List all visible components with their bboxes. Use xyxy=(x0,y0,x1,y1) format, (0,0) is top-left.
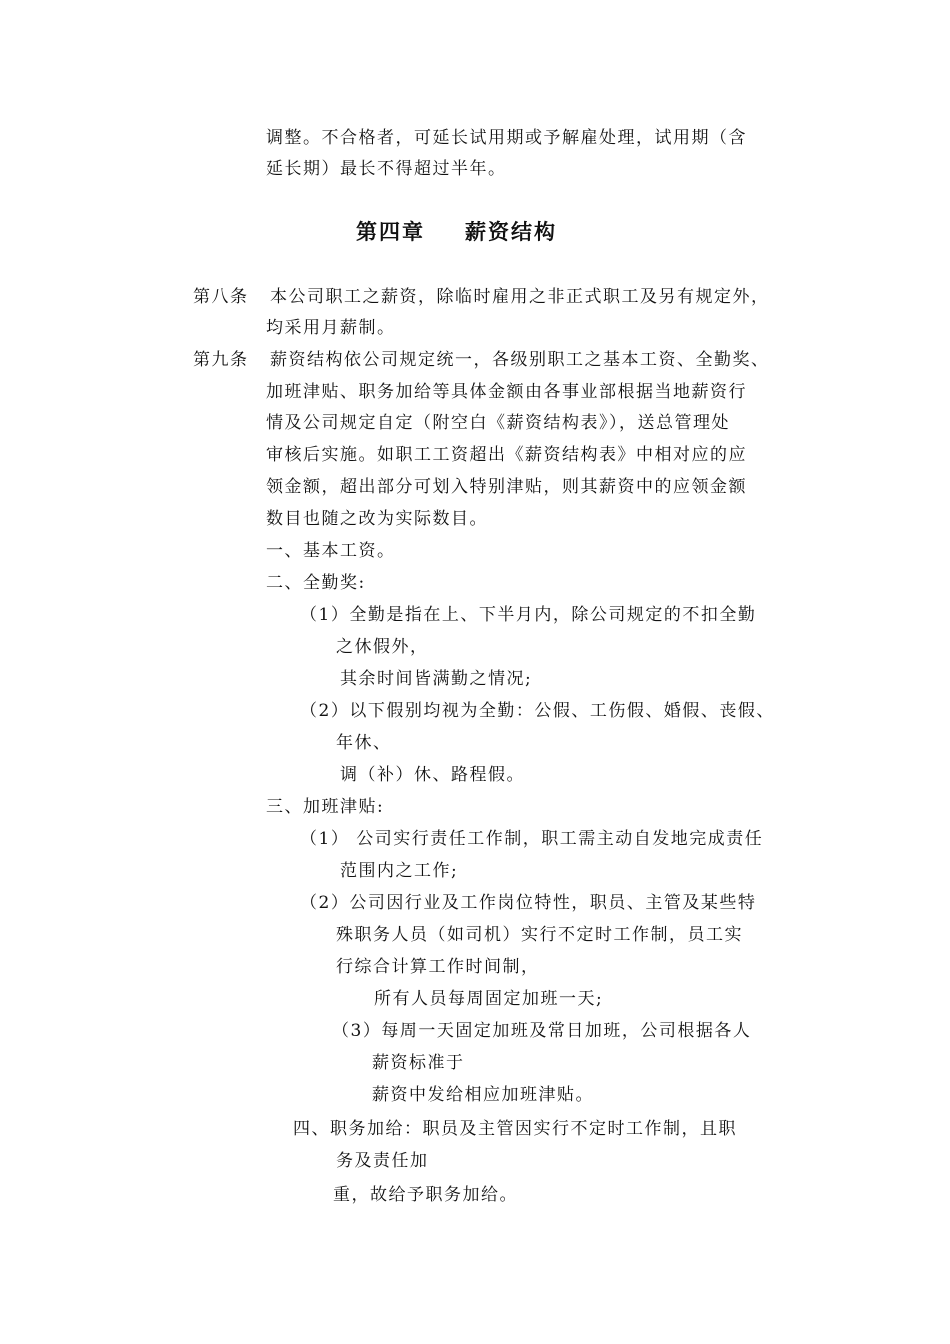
article-9-line: 审核后实施。如职工工资超出《薪资结构表》中相对应的应 xyxy=(266,445,747,465)
article-9-line: 薪资结构依公司规定统一，各级别职工之基本工资、全勤奖、 xyxy=(270,350,770,370)
attendance-sub-1-line: （1）全勤是指在上、下半月内，除公司规定的不扣全勤 xyxy=(300,605,757,625)
overtime-sub-2-line: 行综合计算工作时间制， xyxy=(336,957,540,977)
article-9-line: 领金额，超出部分可划入特别津贴，则其薪资中的应领金额 xyxy=(266,477,747,497)
item-overtime-allowance: 三、加班津贴: xyxy=(266,797,385,817)
overtime-sub-3-line: 薪资中发给相应加班津贴。 xyxy=(372,1085,594,1105)
article-9-line: 加班津贴、职务加给等具体金额由各事业部根据当地薪资行 xyxy=(266,382,747,402)
overtime-sub-3-line: 薪资标准于 xyxy=(372,1053,465,1073)
attendance-sub-2-line: （2）以下假别均视为全勤：公假、工伤假、婚假、丧假、 xyxy=(300,701,775,721)
item-attendance-bonus: 二、全勤奖: xyxy=(266,573,366,593)
overtime-sub-2-line: 殊职务人员（如司机）实行不定时工作制，员工实 xyxy=(336,925,743,945)
chapter-number: 第四章 xyxy=(356,220,425,244)
article-8-label: 第八条 xyxy=(193,287,249,307)
attendance-sub-1-line: 之休假外， xyxy=(336,637,429,657)
chapter-heading xyxy=(356,218,557,246)
item-basic-salary: 一、基本工资。 xyxy=(266,541,396,561)
overtime-sub-3-line: （3）每周一天固定加班及常日加班，公司根据各人 xyxy=(332,1021,752,1041)
item-position-allowance-line: 四、职务加给：职员及主管因实行不定时工作制，且职 xyxy=(293,1119,737,1139)
article-9-line: 数目也随之改为实际数目。 xyxy=(266,509,488,529)
article-8-line-1: 本公司职工之薪资，除临时雇用之非正式职工及另有规定外， xyxy=(270,287,770,307)
article-8-line-2: 均采用月薪制。 xyxy=(266,318,396,338)
attendance-sub-2-line: 年休、 xyxy=(336,733,392,753)
intro-line-1: 调整。不合格者，可延长试用期或予解雇处理，试用期（含 xyxy=(266,128,747,148)
overtime-sub-1-line: （1） 公司实行责任工作制，职工需主动自发地完成责任 xyxy=(300,829,764,849)
item-position-allowance-line: 重，故给予职务加给。 xyxy=(333,1185,518,1205)
attendance-sub-2-line: 调（补）休、路程假。 xyxy=(340,765,525,785)
overtime-sub-2-line: （2）公司因行业及工作岗位特性，职员、主管及某些特 xyxy=(300,893,757,913)
intro-line-2: 延长期）最长不得超过半年。 xyxy=(266,159,507,179)
article-9-line: 情及公司规定自定（附空白《薪资结构表》），送总管理处 xyxy=(266,413,730,433)
article-9-label: 第九条 xyxy=(193,350,249,370)
item-position-allowance-line: 务及责任加 xyxy=(336,1151,429,1171)
overtime-sub-2-line: 所有人员每周固定加班一天; xyxy=(374,989,604,1009)
attendance-sub-1-line: 其余时间皆满勤之情况; xyxy=(340,669,533,689)
chapter-title: 薪资结构 xyxy=(465,220,557,244)
overtime-sub-1-line: 范围内之工作; xyxy=(340,861,459,881)
